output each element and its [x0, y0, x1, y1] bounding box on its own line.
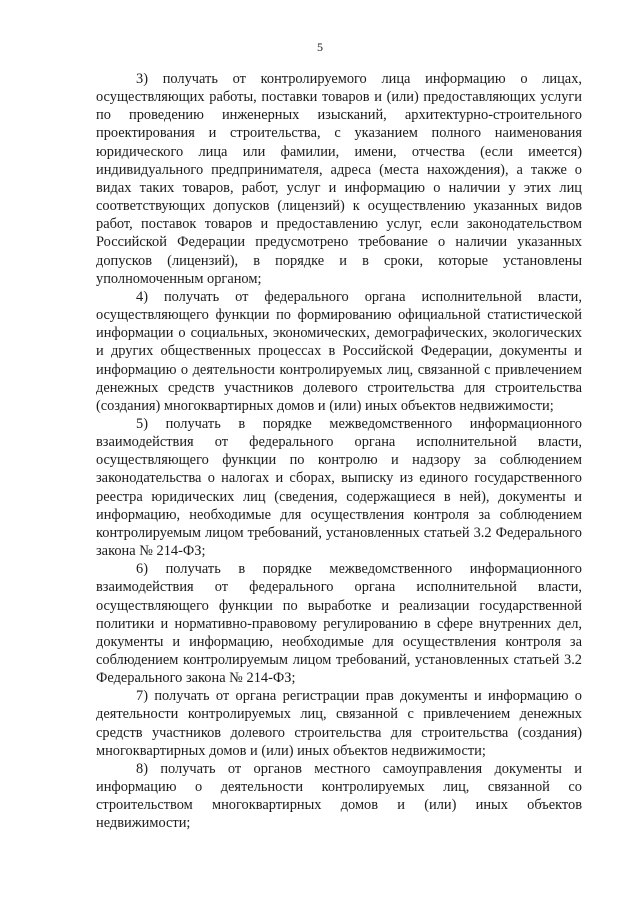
document-body	[96, 70, 582, 833]
page-number: 5	[317, 40, 323, 54]
paragraph-item-6: 6) получать в порядке межведомственного информационного взаимодействия от федерального органа исполнительной власти, осуществляющего функции по выработке и реализации государственной политики и нормативно-правовому регулированию в сфере внутренних дел, документы и информацию, необходимые для осуществления контроля за соблюдением контролируемым лицом требований, установленных статьей 3.2 Федерального закона № 214-ФЗ;	[96, 561, 582, 687]
paragraph-item-5: 5) получать в порядке межведомственного информационного взаимодействия от федерального органа исполнительной власти, осуществляющего функции по контролю и надзору за соблюдением законодательства о налогах и сборах, выписку из единого государственного реестра юридических лиц (сведения, содержащиеся в ней), документы и информацию, необходимые для осуществления контроля за соблюдением контролируемым лицом требований, установленных статьей 3.2 Федерального закона № 214-ФЗ;	[96, 415, 582, 560]
paragraph-item-4: 4) получать от федерального органа исполнительной власти, осуществляющего функции по формированию официальной статистической информации о социальных, экономических, демографических, экологических и других общественных процессах в Российской Федерации, документы и информацию о деятельности контролируемых лиц, связанной с привлечением денежных средств участников долевого строительства для строительства (создания) многоквартирных домов и (или) иных объектов недвижимости;	[96, 288, 582, 414]
paragraph-item-7: 7) получать от органа регистрации прав документы и информацию о деятельности контролируемых лиц, связанной с привлечением денежных средств участников долевого строительства для строительства (создания) многоквартирных домов и (или) иных объектов недвижимости;	[96, 688, 582, 759]
paragraph-item-8: 8) получать от органов местного самоуправления документы и информацию о деятельности контролируемых лиц, связанной со строительством многоквартирных домов и (или) иных объектов недвижимости;	[96, 760, 582, 832]
paragraph-item-3: 3) получать от контролируемого лица информацию о лицах, осуществляющих работы, поставки товаров и (или) предоставляющих услуги по проведению инженерных изысканий, архитектурно-строительного проектирования и строительства, с указанием полного наименования юридического лица или фамилии, имени, отчества (если имеется) индивидуального предпринимателя, адреса (места нахождения), а также о видах таких товаров, работ, услуг и информацию о наличии у этих лиц соответствующих допусков (лицензий) к осуществлению указанных видов работ, поставок товаров и предоставлению услуг, если законодательством Российской Федерации предусмотрено требование о наличии указанных допусков (лицензий), в порядке и в сроки, которые установлены уполномоченным органом;	[96, 71, 582, 287]
